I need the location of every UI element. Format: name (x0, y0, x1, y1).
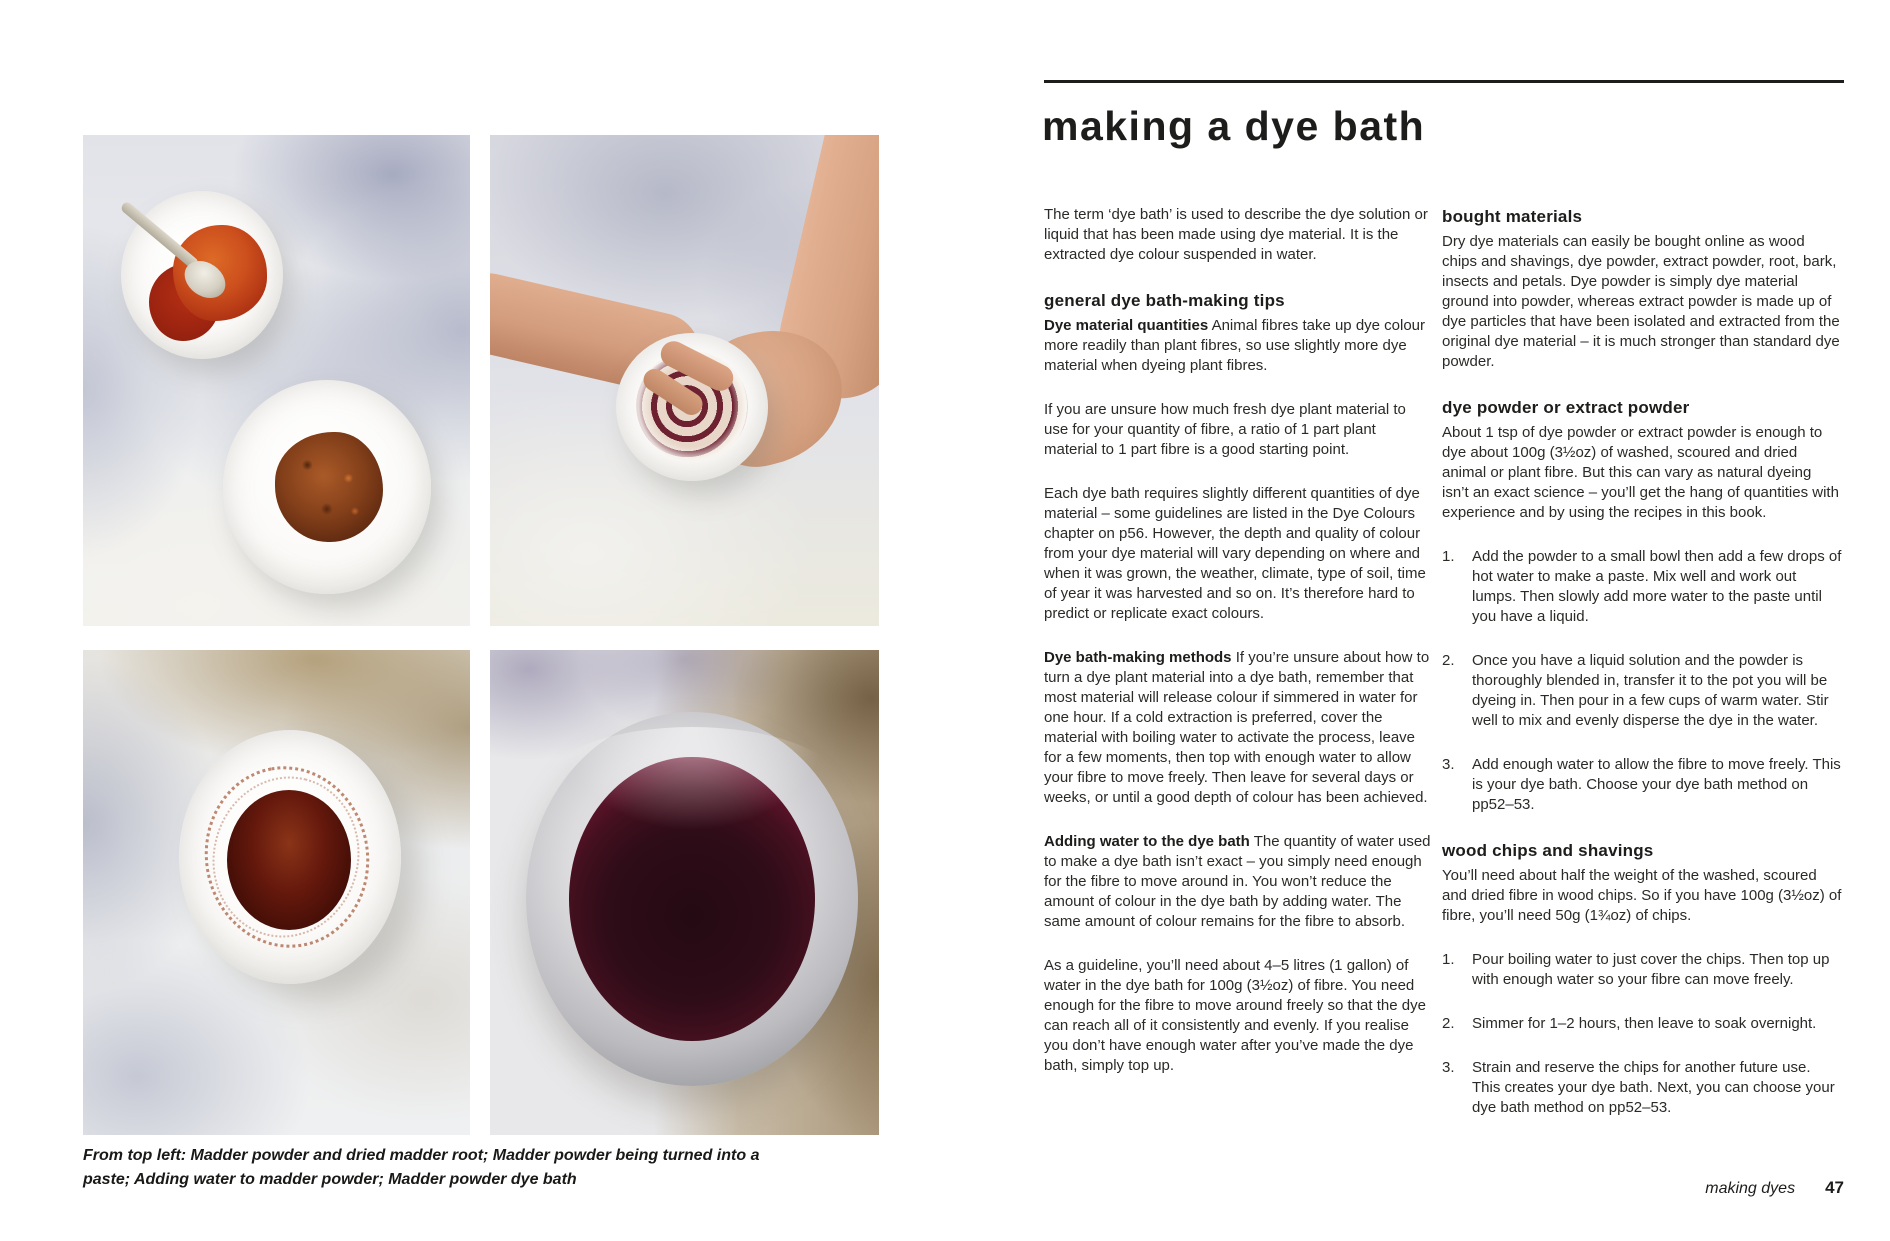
paragraph-text: If you’re unsure about how to turn a dye plant material into a dye bath, remember that most material will release colour if simmered in water for one hour. If a cold extraction is preferred, cover the material with boiling water to activate the process, leave for a few moments, then top with enough water to allow your fibre to move freely. Then leave for several days or weeks, or until a good depth of colour has been achieved. (1044, 649, 1430, 806)
page-footer (1044, 1178, 1844, 1199)
photo-caption: From top left: Madder powder and dried madder root; Madder powder being turned into a paste; Adding water to madder powder; Madder powder dye bath (83, 1147, 760, 1188)
intro-paragraph: The term ‘dye bath’ is used to describe the dye solution or liquid that has been made using dye material. It is the extracted dye colour suspended in water. (1044, 206, 1428, 263)
photo-madder-powder-and-root (83, 135, 470, 626)
dried-madder-root-pile (275, 432, 383, 542)
heading-wood-chips: wood chips and shavings (1442, 841, 1654, 860)
list-number: 1. (1442, 548, 1455, 565)
paragraph-bath-making-methods (1044, 648, 1432, 808)
list-number: 3. (1442, 1059, 1455, 1076)
list-text: Simmer for 1–2 hours, then leave to soak overnight. (1472, 1015, 1817, 1032)
list-item (1442, 547, 1842, 627)
paragraph-adding-water (1044, 832, 1432, 932)
page-title: making a dye bath (1042, 103, 1426, 149)
bowl-of-madder-liquid (179, 730, 401, 984)
text-column-right (1442, 205, 1842, 1118)
paragraph-quantities-vary: Each dye bath requires slightly different quantities of dye material – some guidelines are listed in the Dye Colours chapter on p56. However, the depth and quality of colour from your dye material will vary depending on where and when it was grown, the weather, climate, type of soil, time of year it was harvested and so on. It’s therefore hard to predict or replicate exact colours. (1044, 485, 1426, 622)
paragraph-wood-chips: You’ll need about half the weight of the washed, scoured and dried fibre in wood chips. So if you have 100g (3½oz) of fibre, you’ll need 50g (1¾oz) of chips. (1442, 867, 1842, 924)
list-number: 3. (1442, 756, 1455, 773)
pot-rim-highlight (546, 727, 838, 839)
paragraph-dye-material-quantities (1044, 316, 1432, 376)
list-number: 1. (1442, 951, 1455, 968)
list-text: Pour boiling water to just cover the chips. Then top up with enough water so your fibre can move freely. (1472, 951, 1830, 988)
heading-bought-materials: bought materials (1442, 207, 1583, 226)
heading-dye-powder-or-extract: dye powder or extract powder (1442, 398, 1690, 417)
photo-adding-water (83, 650, 470, 1135)
list-item (1442, 1014, 1842, 1034)
page-number: 47 (1825, 1178, 1844, 1197)
bold-lead: Dye bath-making methods (1044, 649, 1232, 666)
bowl-of-madder-powder (121, 191, 283, 359)
photo-dye-bath-pot (490, 650, 879, 1135)
title-rule (1044, 80, 1844, 83)
photo-mixing-paste (490, 135, 879, 626)
list-number: 2. (1442, 652, 1455, 669)
running-footer: making dyes (1705, 1180, 1796, 1197)
list-item (1442, 1058, 1842, 1118)
list-item (1442, 755, 1842, 815)
list-text: Add enough water to allow the fibre to move freely. This is your dye bath. Choose your dye bath method on pp52–53. (1472, 756, 1841, 813)
plate-of-dried-madder-root (223, 380, 431, 594)
spoon-handle (119, 200, 200, 270)
text-column-left (1044, 205, 1432, 1076)
bold-lead: Dye material quantities (1044, 317, 1209, 334)
paragraph-water-guideline: As a guideline, you’ll need about 4–5 litres (1 gallon) of water in the dye bath for 100g (3½oz) of fibre. You need enough for the fibre to move around freely so that the dye can reach all of it consistently and evenly. If you realise you don’t have enough water after you’ve made the dye bath, simply top up. (1044, 957, 1426, 1074)
paragraph-text: The quantity of water used to make a dye bath isn’t exact – you simply need enough for the fibre to move around in. You won’t reduce the amount of colour in the dye bath by adding water. The same amount of colour remains for the fibre to absorb. (1044, 833, 1431, 930)
heading-general-tips: general dye bath-making tips (1044, 291, 1285, 310)
list-text: Once you have a liquid solution and the powder is thoroughly blended in, transfer it to the pot you will be dyeing in. Then pour in a few cups of warm water. Stir well to mix and evenly disperse the dye in the water. (1472, 652, 1829, 729)
list-text: Add the powder to a small bowl then add a few drops of hot water to make a paste. Mix well and work out lumps. Then slowly add more water to the paste until you have a liquid. (1472, 548, 1842, 625)
paragraph-dye-powder: About 1 tsp of dye powder or extract powder is enough to dye about 100g (3½oz) of washed, scoured and dried animal or plant fibre. But this can vary as natural dyeing isn’t an exact science – you’ll get the hang of quantities with experience and by using the recipes in this book. (1442, 424, 1839, 521)
paragraph-ratio: If you are unsure how much fresh dye plant material to use for your quantity of fibre, a ratio of 1 part plant material to 1 part fibre is a good starting point. (1044, 401, 1406, 458)
list-item (1442, 950, 1842, 990)
bold-lead: Adding water to the dye bath (1044, 833, 1250, 850)
paragraph-text: Animal fibres take up dye colour more readily than plant fibres, so use slightly more dye material when dyeing plant fibres. (1044, 317, 1426, 374)
dye-liquid-pool (227, 790, 351, 930)
metal-dye-pot (526, 712, 858, 1086)
list-number: 2. (1442, 1015, 1455, 1032)
paragraph-bought-materials: Dry dye materials can easily be bought online as wood chips and shavings, dye powder, extract powder, root, bark, insects and petals. Dye powder is simply dye material ground into powder, whereas extract powder is made up of dye particles that have been isolated and extracted from the original dye material – it is much stronger than standard dye powder. (1442, 233, 1840, 370)
list-text: Strain and reserve the chips for another future use. This creates your dye bath. Next, you can choose your dye bath method on pp52–53. (1472, 1059, 1835, 1116)
list-item (1442, 651, 1842, 731)
